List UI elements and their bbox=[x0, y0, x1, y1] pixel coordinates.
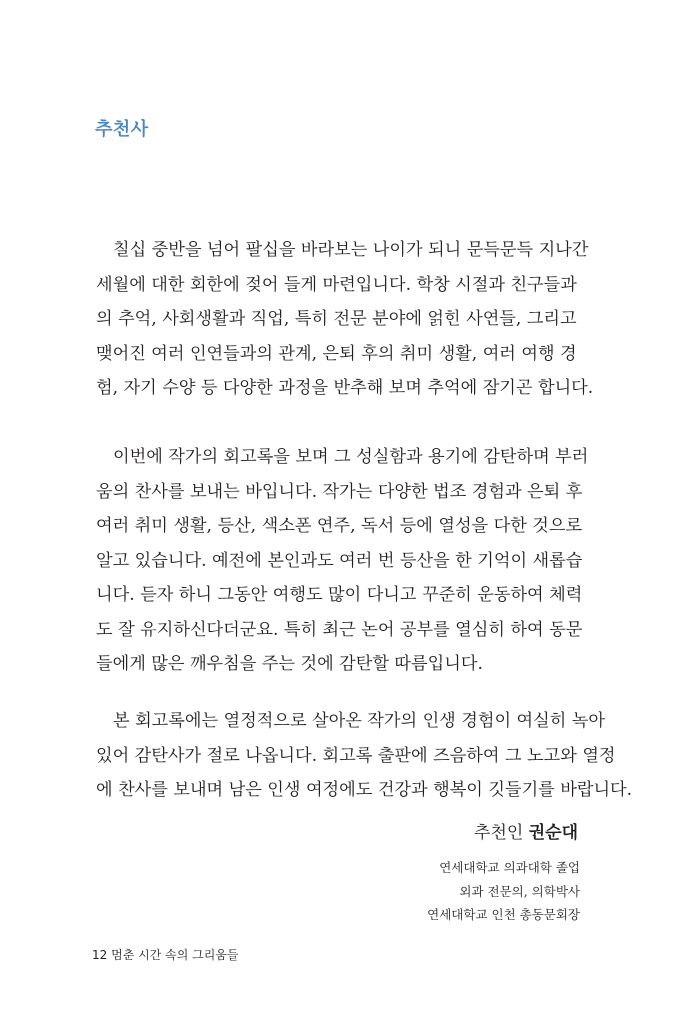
text-line: 알고 있습니다. 예전에 본인과도 여러 번 등산을 한 기억이 새롭습 bbox=[96, 550, 583, 571]
recommender-signature bbox=[474, 818, 578, 843]
text-line: 에 찬사를 보내며 남은 인생 여정에도 건강과 행복이 깃들기를 바랍니다. bbox=[96, 780, 633, 800]
credential-line: 연세대학교 의과대학 졸업 bbox=[439, 860, 580, 875]
text-line: 니다. 듣자 하니 그동안 여행도 많이 다니고 꾸준히 운동하여 체력 bbox=[96, 585, 583, 605]
text-line: 있어 감탄사가 절로 나옵니다. 회고록 출판에 즈음하여 그 노고와 열정 bbox=[96, 745, 616, 766]
text-line: 맺어진 여러 인연들과의 관계, 은퇴 후의 취미 생활, 여러 여행 경 bbox=[96, 343, 577, 364]
page-footer bbox=[92, 946, 238, 963]
text-line: 여러 취미 생활, 등산, 색소폰 연주, 독서 등에 열성을 다한 것으로 bbox=[96, 516, 583, 536]
text-line: 의 추억, 사회생활과 직업, 특히 전문 분야에 얽힌 사연들, 그리고 bbox=[96, 309, 577, 329]
recommender-credentials bbox=[427, 856, 580, 927]
text-line: 본 회고록에는 열정적으로 살아온 작가의 인생 경험이 여실히 녹아 bbox=[113, 711, 605, 731]
paragraph-2 bbox=[96, 440, 589, 682]
page-number: 12 bbox=[92, 948, 108, 962]
credential-line: 외과 전문의, 의학박사 bbox=[459, 883, 580, 899]
text-line: 세월에 대한 회한에 젖어 들게 마련입니다. 학창 시절과 친구들과 bbox=[96, 274, 577, 295]
text-line: 험, 자기 수양 등 다양한 과정을 반추해 보며 추억에 잠기곤 합니다. bbox=[96, 378, 594, 398]
text-line: 칠십 중반을 넘어 팔십을 바라보는 나이가 되니 문득문득 지나간 bbox=[113, 240, 589, 260]
credential-line: 연세대학교 인천 총동문회장 bbox=[427, 907, 580, 922]
text-line: 들에게 많은 깨우침을 주는 것에 감탄할 따름입니다. bbox=[96, 654, 483, 674]
text-line: 움의 찬사를 보내는 바입니다. 작가는 다양한 법조 경험과 은퇴 후 bbox=[96, 481, 583, 502]
text-line: 도 잘 유지하신다더군요. 특히 최근 논어 공부를 열심히 하여 동문 bbox=[96, 619, 583, 640]
signature-prefix: 추천인 bbox=[474, 823, 524, 843]
book-title: 멈춘 시간 속의 그리움들 bbox=[111, 948, 239, 962]
paragraph-3 bbox=[96, 704, 633, 808]
section-heading: 추천사 bbox=[95, 119, 149, 140]
text-line: 이번에 작가의 회고록을 보며 그 성실함과 용기에 감탄하며 부러 bbox=[113, 447, 589, 467]
recommender-name: 권순대 bbox=[528, 823, 578, 843]
paragraph-1 bbox=[96, 233, 594, 406]
